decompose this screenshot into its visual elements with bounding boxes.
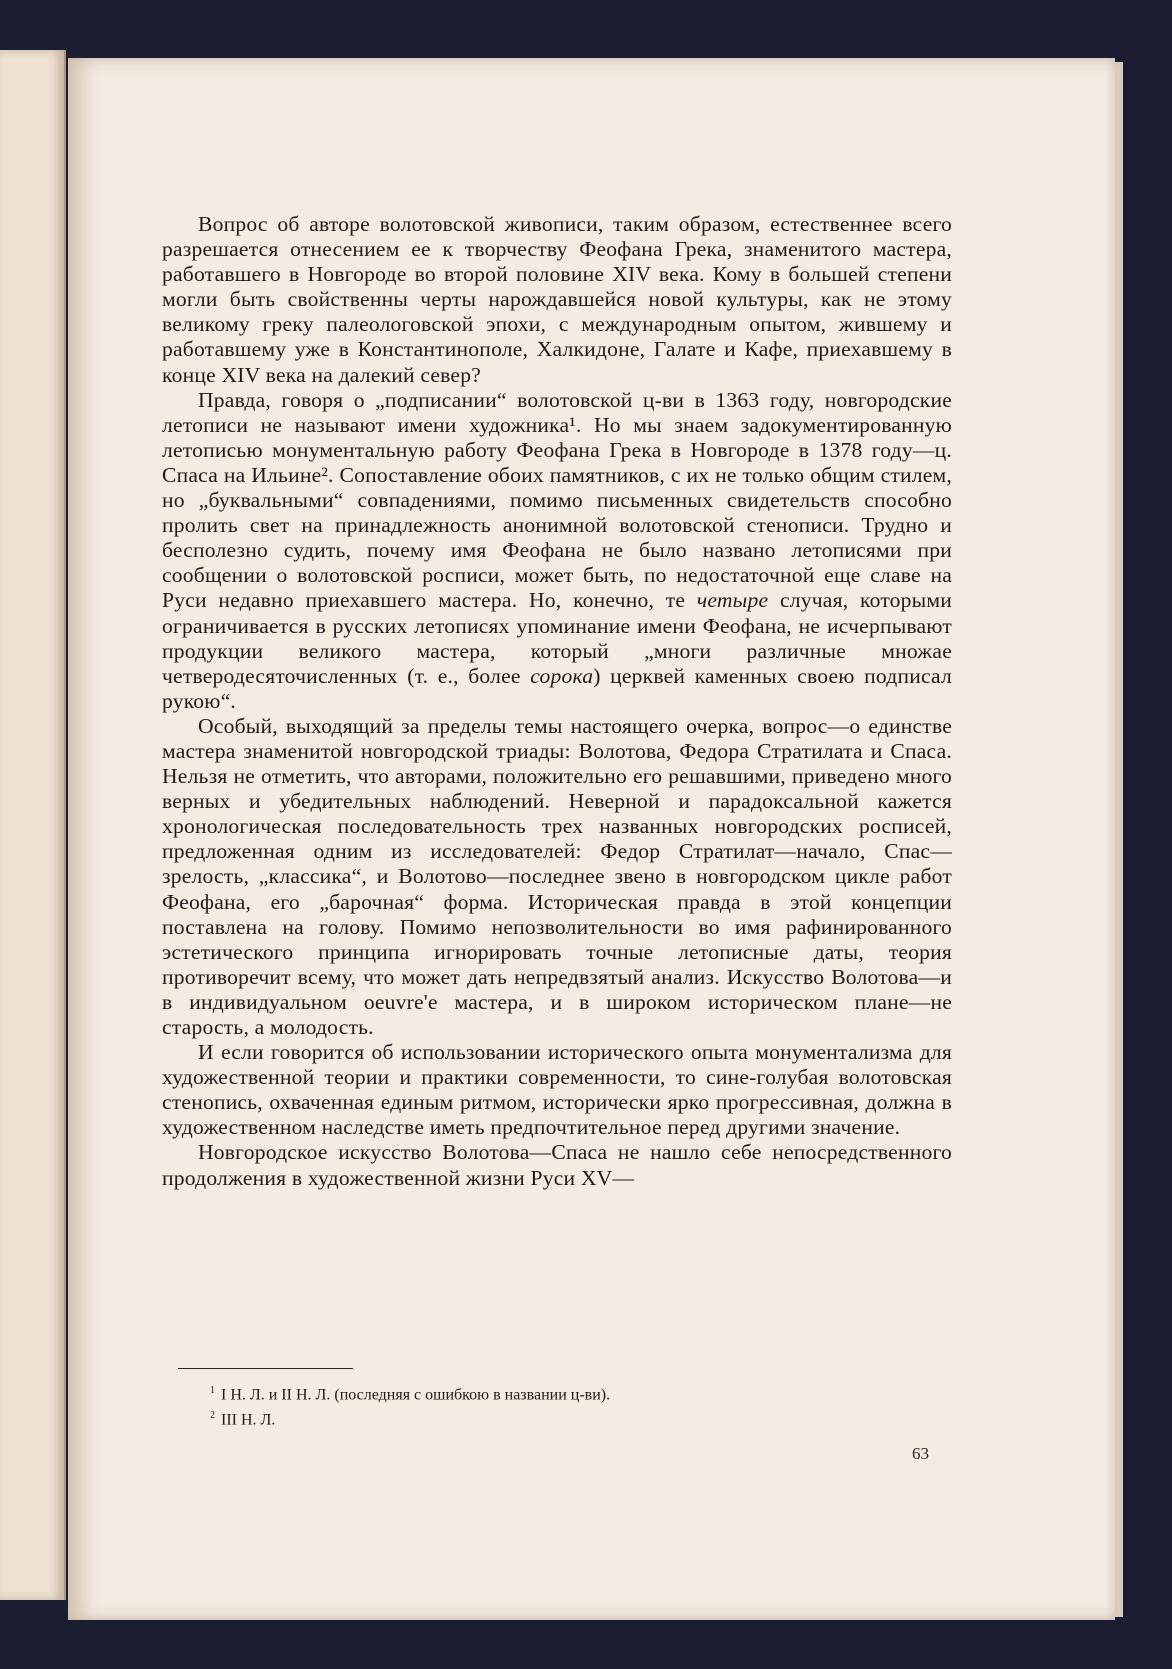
- paragraph-5: Новгородское искусство Волотова—Спаса не нашло себе непосредственного продолжения в художественной жизни Руси XV—: [162, 1140, 952, 1190]
- footnotes: [210, 1380, 910, 1431]
- facing-page-edge: [0, 50, 66, 1600]
- paragraph-3: Особый, выходящий за пределы темы настоящего очерка, вопрос—о единстве мастера знаменитой новгородской триады: Волотова, Федора Стратилата и Спаса. Нельзя не отметить, что авторами, положительно его решавшими, приведено много верных и убедительных наблюдений. Неверной и парадоксальной кажется хронологическая последовательность трех названных новгородских росписей, предложенная одним из исследователей: Федор Стратилат—начало, Спас—зрелость, „классика“, и Волотово—последнее звено в новгородском цикле работ Феофана, его „барочная“ форма. Историческая правда в этой концепции поставлена на голову. Помимо непозволительности во имя рафинированного эстетического принципа игнорировать точные летописные даты, теория противоречит всему, что может дать непредвзятый анализ. Искусство Волотова—и в индивидуальном oeuvre'e мастера, и в широком историческом плане—не старость, а молодость.: [162, 713, 952, 1039]
- footnote-text: III Н. Л.: [221, 1411, 276, 1429]
- paragraph-1: Вопрос об авторе волотовской живописи, таким образом, естественнее всего разрешается отнесением ее к творчеству Феофана Грека, знаменитого мастера, работавшего в Новгороде во второй половине XIV века. Кому в большей степени могли быть свойственны черты нарождавшейся новой культуры, как не этому великому греку палеологовской эпохи, с международным опытом, жившему и работавшему уже в Константинополе, Халкидоне, Галате и Кафе, приехавшему в конце XIV века на далекий север?: [162, 212, 952, 387]
- page-edge-shadow: [1115, 62, 1123, 1617]
- page-number: 63: [912, 1444, 929, 1463]
- footnote-divider: [178, 1368, 353, 1369]
- body-text: [162, 212, 952, 1191]
- footnote-mark: 2: [210, 1410, 215, 1422]
- paragraph-2: Правда, говоря о „подписании“ волотовской ц-ви в 1363 году, новгородские летописи не называют имени художника¹. Но мы знаем задокументированную летописью монументальную работу Феофана Грека в Новгороде в 1378 году—ц. Спаса на Ильине². Сопоставление обоих памятников, с их не только общим стилем, но „буквальными“ совпадениями, помимо письменных свидетельств способно пролить свет на принадлежность анонимной волотовской стенописи. Трудно и бесполезно судить, почему имя Феофана не было названо летописями при сообщении о волотовской росписи, может быть, по недостаточной еще славе на Руси недавно приехавшего мастера. Но, конечно, те четыре случая, которыми ограничивается в русских летописях упоминание имени Феофана, не исчерпывают продукции великого мастера, который „многи различные множае четверодесяточисленных (т. е., более сорока) церквей каменных своею подписал рукою“.: [162, 387, 952, 713]
- paragraph-4: И если говорится об использовании исторического опыта монументализма для художественной теории и практики современности, то сине-голубая волотовская стенопись, охваченная единым ритмом, исторически ярко прогрессивная, должна в художественном наследстве иметь предпочтительное перед другими значение.: [162, 1040, 952, 1140]
- footnote-mark: 1: [210, 1385, 215, 1396]
- footnote-1: [210, 1380, 910, 1405]
- footnote-text: I Н. Л. и II Н. Л. (последняя с ошибкою в названии ц-ви).: [221, 1386, 611, 1404]
- footnote-2: [210, 1405, 910, 1430]
